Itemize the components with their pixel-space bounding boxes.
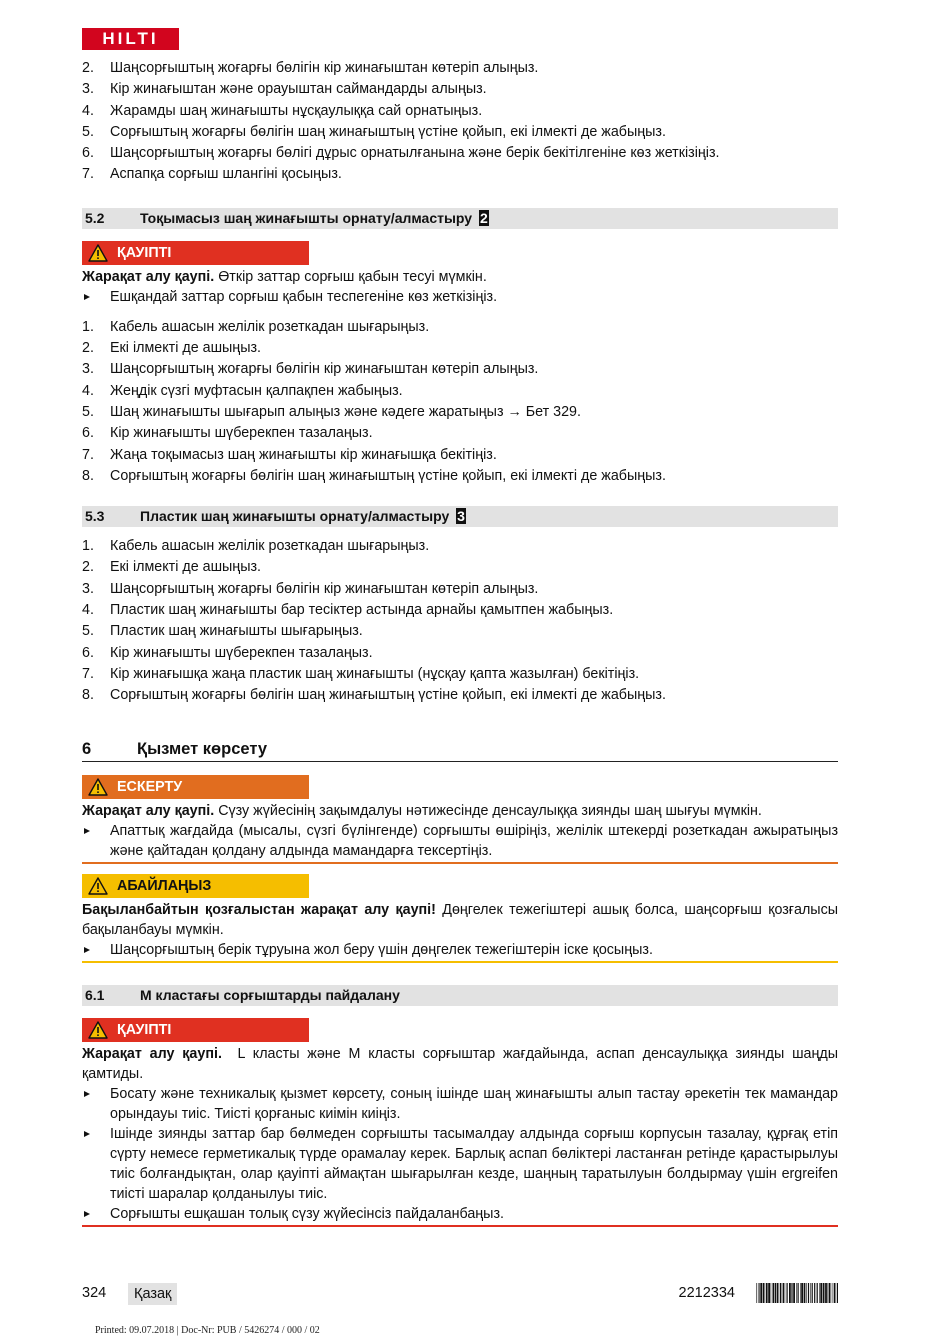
step-number: 1. bbox=[82, 318, 94, 335]
step-text: Жаңа тоқымасыз шаң жинағышты кір жинағышқа бекітіңіз. bbox=[110, 446, 497, 463]
step-item bbox=[82, 164, 838, 185]
step-number: 2. bbox=[82, 60, 94, 76]
step-item bbox=[82, 579, 838, 600]
step-item bbox=[82, 445, 838, 466]
step-item bbox=[82, 79, 838, 100]
step-item bbox=[82, 317, 838, 338]
page-footer bbox=[82, 1283, 838, 1307]
step-item bbox=[82, 536, 838, 557]
warning-triangle-icon bbox=[88, 877, 108, 895]
warning-triangle-icon bbox=[88, 244, 108, 262]
page-content bbox=[82, 58, 842, 1227]
step-text: Шаңсорғыштың жоғарғы бөлігі дұрыс орнатылғанына және берік бекітілгеніне көз жеткізіңіз. bbox=[110, 145, 720, 162]
step-item bbox=[82, 557, 838, 578]
step-item bbox=[82, 381, 838, 402]
step-item bbox=[82, 685, 838, 706]
step-text: Шаңсорғыштың жоғарғы бөлігін кір жинағыштан көтеріп алыңыз. bbox=[110, 361, 539, 378]
danger-label: ҚАУІПТІ bbox=[82, 241, 309, 265]
step-text: Шаң жинағышты шығарып алыңыз және кәдеге жаратыңыз → Бет 329. bbox=[110, 403, 581, 420]
caution-bullet: Шаңсорғыштың берік тұруына жол беру үшін дөңгелек тежегіштерін іске қосыңыз. bbox=[82, 940, 838, 960]
step-item bbox=[82, 122, 838, 143]
steps-list-5-2 bbox=[82, 317, 838, 487]
warning-bullet: Босату және техникалық қызмет көрсету, соның ішінде шаң жинағышты алып тастау әрекетін тек мамандар орындауы тиіс. Тиісті қорғаныс киімін киіңіз. bbox=[82, 1084, 838, 1124]
figure-ref: 3 bbox=[457, 508, 465, 525]
steps-list-5-3 bbox=[82, 536, 838, 706]
step-item bbox=[82, 466, 838, 487]
step-item bbox=[82, 338, 838, 359]
warning-bullet: Апаттық жағдайда (мысалы, сүзгі бүлінгенде) сорғышты өшіріңіз, желілік штекерді розеткадан ажыратыңыз және қайтадан қолдану алдында мамандарға тексертіңіз. bbox=[82, 821, 838, 861]
warning-triangle-icon bbox=[88, 778, 108, 796]
step-number: 7. bbox=[82, 166, 94, 183]
caution-label: АБАЙЛАҢЫЗ bbox=[82, 874, 309, 898]
step-number: 4. bbox=[82, 602, 94, 619]
step-item bbox=[82, 58, 838, 79]
caution-text: Бақыланбайтын қозғалыстан жарақат алу қаупі! Дөңгелек тежегіштері ашық болса, шаңсорғыш қозғалысы бақыланбауы мүмкін. bbox=[82, 901, 839, 938]
step-text: Жарамды шаң жинағышты нұсқаулыққа сай орнатыңыз. bbox=[110, 102, 483, 119]
step-number: 6. bbox=[82, 145, 94, 162]
step-number: 4. bbox=[82, 382, 94, 399]
step-text: Шаңсорғыштың жоғарғы бөлігін кір жинағыштан көтеріп алыңыз. bbox=[110, 580, 539, 597]
step-text: Аспапқа сорғыш шлангіні қосыңыз. bbox=[110, 166, 342, 183]
step-number: 2. bbox=[82, 340, 94, 357]
step-number: 5. bbox=[82, 623, 94, 640]
step-text: Кабель ашасын желілік розеткадан шығарыңыз. bbox=[110, 318, 430, 335]
step-item bbox=[82, 402, 838, 423]
step-text: Екі ілмекті де ашыңыз. bbox=[110, 340, 262, 357]
step-text: Екі ілмекті де ашыңыз. bbox=[110, 559, 262, 576]
step-item bbox=[82, 664, 838, 685]
intro-steps-list bbox=[82, 58, 838, 186]
step-item bbox=[82, 359, 838, 380]
step-text: Жеңдік сүзгі муфтасын қалпақпен жабыңыз. bbox=[110, 382, 403, 399]
step-item bbox=[82, 600, 838, 621]
language-tab: Қазақ bbox=[128, 1283, 177, 1305]
step-number: 8. bbox=[82, 467, 94, 484]
step-text: Кабель ашасын желілік розеткадан шығарыңыз. bbox=[110, 538, 430, 555]
figure-ref: 2 bbox=[479, 209, 488, 226]
warning-label: ЕСКЕРТУ bbox=[82, 775, 309, 799]
step-number: 1. bbox=[82, 538, 94, 555]
step-text: Кір жинағышты шүберекпен тазалаңыз. bbox=[110, 644, 373, 661]
step-number: 8. bbox=[82, 687, 94, 704]
step-text: Кір жинағыштан және орауыштан саймандарды алыңыз. bbox=[110, 81, 487, 98]
warning-bullet: Сорғышты ешқашан толық сүзу жүйесінсіз пайдаланбаңыз. bbox=[82, 1204, 838, 1224]
step-item bbox=[82, 621, 838, 642]
step-text: Шаңсорғыштың жоғарғы бөлігін кір жинағыштан көтеріп алыңыз. bbox=[110, 60, 539, 76]
section-heading-6-1: 6.1 М кластағы сорғыштарды пайдалану bbox=[82, 985, 838, 1006]
step-number: 3. bbox=[82, 580, 94, 597]
step-text: Пластик шаң жинағышты бар тесіктер астында арнайы қамытпен жабыңыз. bbox=[110, 602, 614, 619]
document-number: 2212334 bbox=[678, 1285, 735, 1301]
step-number: 6. bbox=[82, 425, 94, 442]
warning-triangle-icon bbox=[88, 1021, 108, 1039]
step-item bbox=[82, 423, 838, 444]
step-text: Пластик шаң жинағышты шығарыңыз. bbox=[110, 623, 363, 640]
page-number: 324 bbox=[82, 1285, 107, 1301]
step-text: Кір жинағышқа жаңа пластик шаң жинағышты (нұсқау қапта жазылған) бекітіңіз. bbox=[110, 665, 640, 682]
step-number: 2. bbox=[82, 559, 94, 576]
step-text: Сорғыштың жоғарғы бөлігін шаң жинағыштың үстіне қойып, екі ілмекті де жабыңыз. bbox=[110, 467, 666, 484]
step-text: Кір жинағышты шүберекпен тазалаңыз. bbox=[110, 425, 373, 442]
step-item bbox=[82, 143, 838, 164]
warning-text: Жарақат алу қаупі. L класты және M класты сорғыштар жағдайында, аспап денсаулыққа зиянды шаңды қамтиды. bbox=[82, 1045, 842, 1082]
warning-bullet: Ішінде зиянды заттар бар бөлмеден сорғышты тасымалдау алдында сорғыш корпусын тазалау, құрғақ етіп сүрту немесе герметикалық түрде орамалау керек. Барлық аспап бөліктері ластанған ретінде қарастырылуы тиіс болғандықтан, олар қауіпті аймақтан шығарылған кезде, шаңның таратылуын болдырмау үшін ergreifen тиісті шаралар қолданылуы тиіс. bbox=[82, 1124, 838, 1204]
warning-bullet: Ешқандай заттар сорғыш қабын теспегеніне көз жеткізіңіз. bbox=[82, 287, 838, 307]
print-info: Printed: 09.07.2018 | Doc-Nr: PUB / 5426274 / 000 / 02 bbox=[95, 1325, 320, 1336]
warning-text: Жарақат алу қаупі. Сүзу жүйесінің зақымдалуы нәтижесінде денсаулыққа зиянды шаң шығуы мүмкін. bbox=[82, 802, 762, 819]
step-number: 5. bbox=[82, 403, 94, 420]
warning-rule bbox=[82, 1225, 838, 1227]
step-number: 4. bbox=[82, 102, 94, 119]
step-number: 6. bbox=[82, 644, 94, 661]
step-text: Сорғыштың жоғарғы бөлігін шаң жинағыштың үстіне қойып, екі ілмекті де жабыңыз. bbox=[110, 123, 666, 140]
step-number: 7. bbox=[82, 665, 94, 682]
step-number: 3. bbox=[82, 361, 94, 378]
step-number: 7. bbox=[82, 446, 94, 463]
warning-text: Жарақат алу қаупі. Өткір заттар сорғыш қабын тесуі мүмкін. bbox=[82, 268, 487, 285]
hilti-logo: HILTI bbox=[82, 28, 179, 50]
section-heading-5-2: 5.2 Тоқымасыз шаң жинағышты орнату/алмастыру 2 bbox=[82, 208, 838, 229]
danger-label: ҚАУІПТІ bbox=[82, 1018, 309, 1042]
barcode bbox=[756, 1283, 838, 1303]
chapter-heading-6: 6 Қызмет көрсету bbox=[82, 737, 838, 762]
step-item bbox=[82, 643, 838, 664]
step-number: 5. bbox=[82, 123, 94, 140]
step-item bbox=[82, 101, 838, 122]
step-number: 3. bbox=[82, 81, 94, 98]
step-text: Сорғыштың жоғарғы бөлігін шаң жинағыштың үстіне қойып, екі ілмекті де жабыңыз. bbox=[110, 687, 666, 704]
section-heading-5-3: 5.3 Пластик шаң жинағышты орнату/алмастыру 3 bbox=[82, 506, 838, 527]
